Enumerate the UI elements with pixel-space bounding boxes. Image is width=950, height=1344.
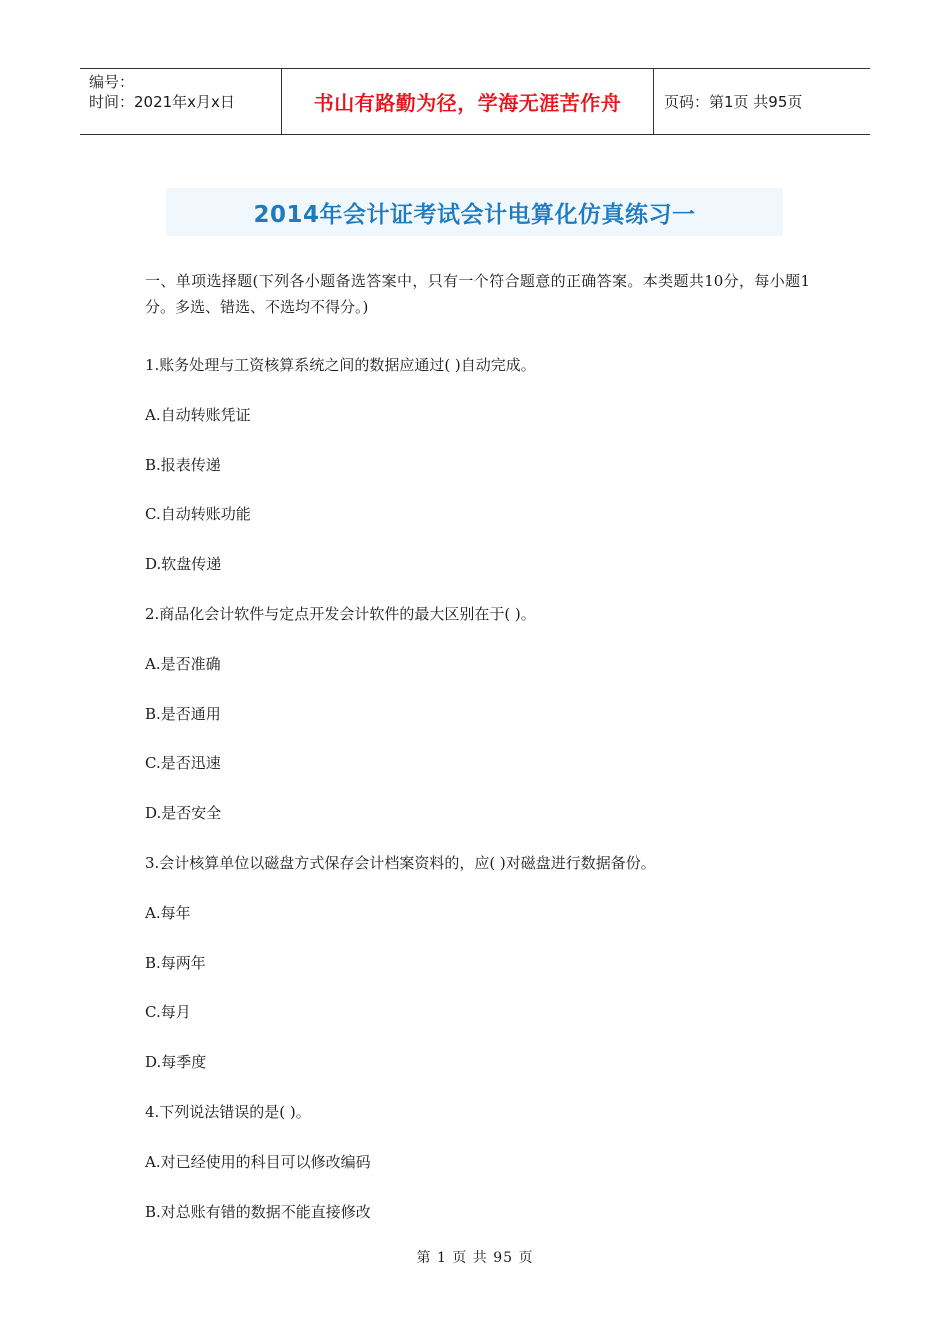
- answer-option: B.每两年: [145, 953, 206, 972]
- document-title: 2014年会计证考试会计电算化仿真练习一: [253, 201, 696, 228]
- answer-option: D.每季度: [145, 1053, 207, 1072]
- answer-option: B.对总账有错的数据不能直接修改: [145, 1202, 371, 1221]
- question-stem: 2.商品化会计软件与定点开发会计软件的最大区别在于( )。: [145, 605, 536, 623]
- question-stem: 4.下列说法错误的是( )。: [145, 1103, 311, 1121]
- page-header: [80, 68, 870, 135]
- section-intro: 一、单项选择题(下列各小题备选答案中，只有一个符合题意的正确答案。本类题共10分，每小题1分。多选、错选、不选均不得分。): [145, 272, 810, 316]
- document-body: [145, 268, 810, 1221]
- header-page-info: 页码：第1页 共95页: [664, 93, 803, 111]
- question-stem: 3.会计核算单位以磁盘方式保存会计档案资料的，应( )对磁盘进行数据备份。: [145, 854, 656, 872]
- header-meta: [80, 69, 281, 134]
- answer-option: D.软盘传递: [145, 555, 222, 574]
- answer-option: B.报表传递: [145, 455, 221, 474]
- answer-option: A.是否准确: [145, 654, 221, 673]
- answer-option: A.自动转账凭证: [145, 405, 251, 424]
- page-footer: 第 1 页 共 95 页: [416, 1250, 534, 1266]
- answer-option: B.是否通用: [145, 704, 221, 723]
- question-stem: 1.账务处理与工资核算系统之间的数据应通过( )自动完成。: [145, 356, 536, 374]
- answer-option: A.每年: [145, 903, 191, 922]
- title-band: [166, 188, 783, 236]
- answer-option: C.是否迅速: [145, 754, 221, 773]
- answer-option: C.自动转账功能: [145, 505, 251, 524]
- header-motto: 书山有路勤为径，学海无涯苦作舟: [281, 69, 654, 134]
- answer-option: C.每月: [145, 1003, 191, 1022]
- number-label: 编号：: [89, 73, 135, 91]
- answer-option: D.是否安全: [145, 804, 222, 823]
- time-label: 时间：2021年x月x日: [89, 93, 235, 111]
- answer-option: A.对已经使用的科目可以修改编码: [145, 1152, 371, 1171]
